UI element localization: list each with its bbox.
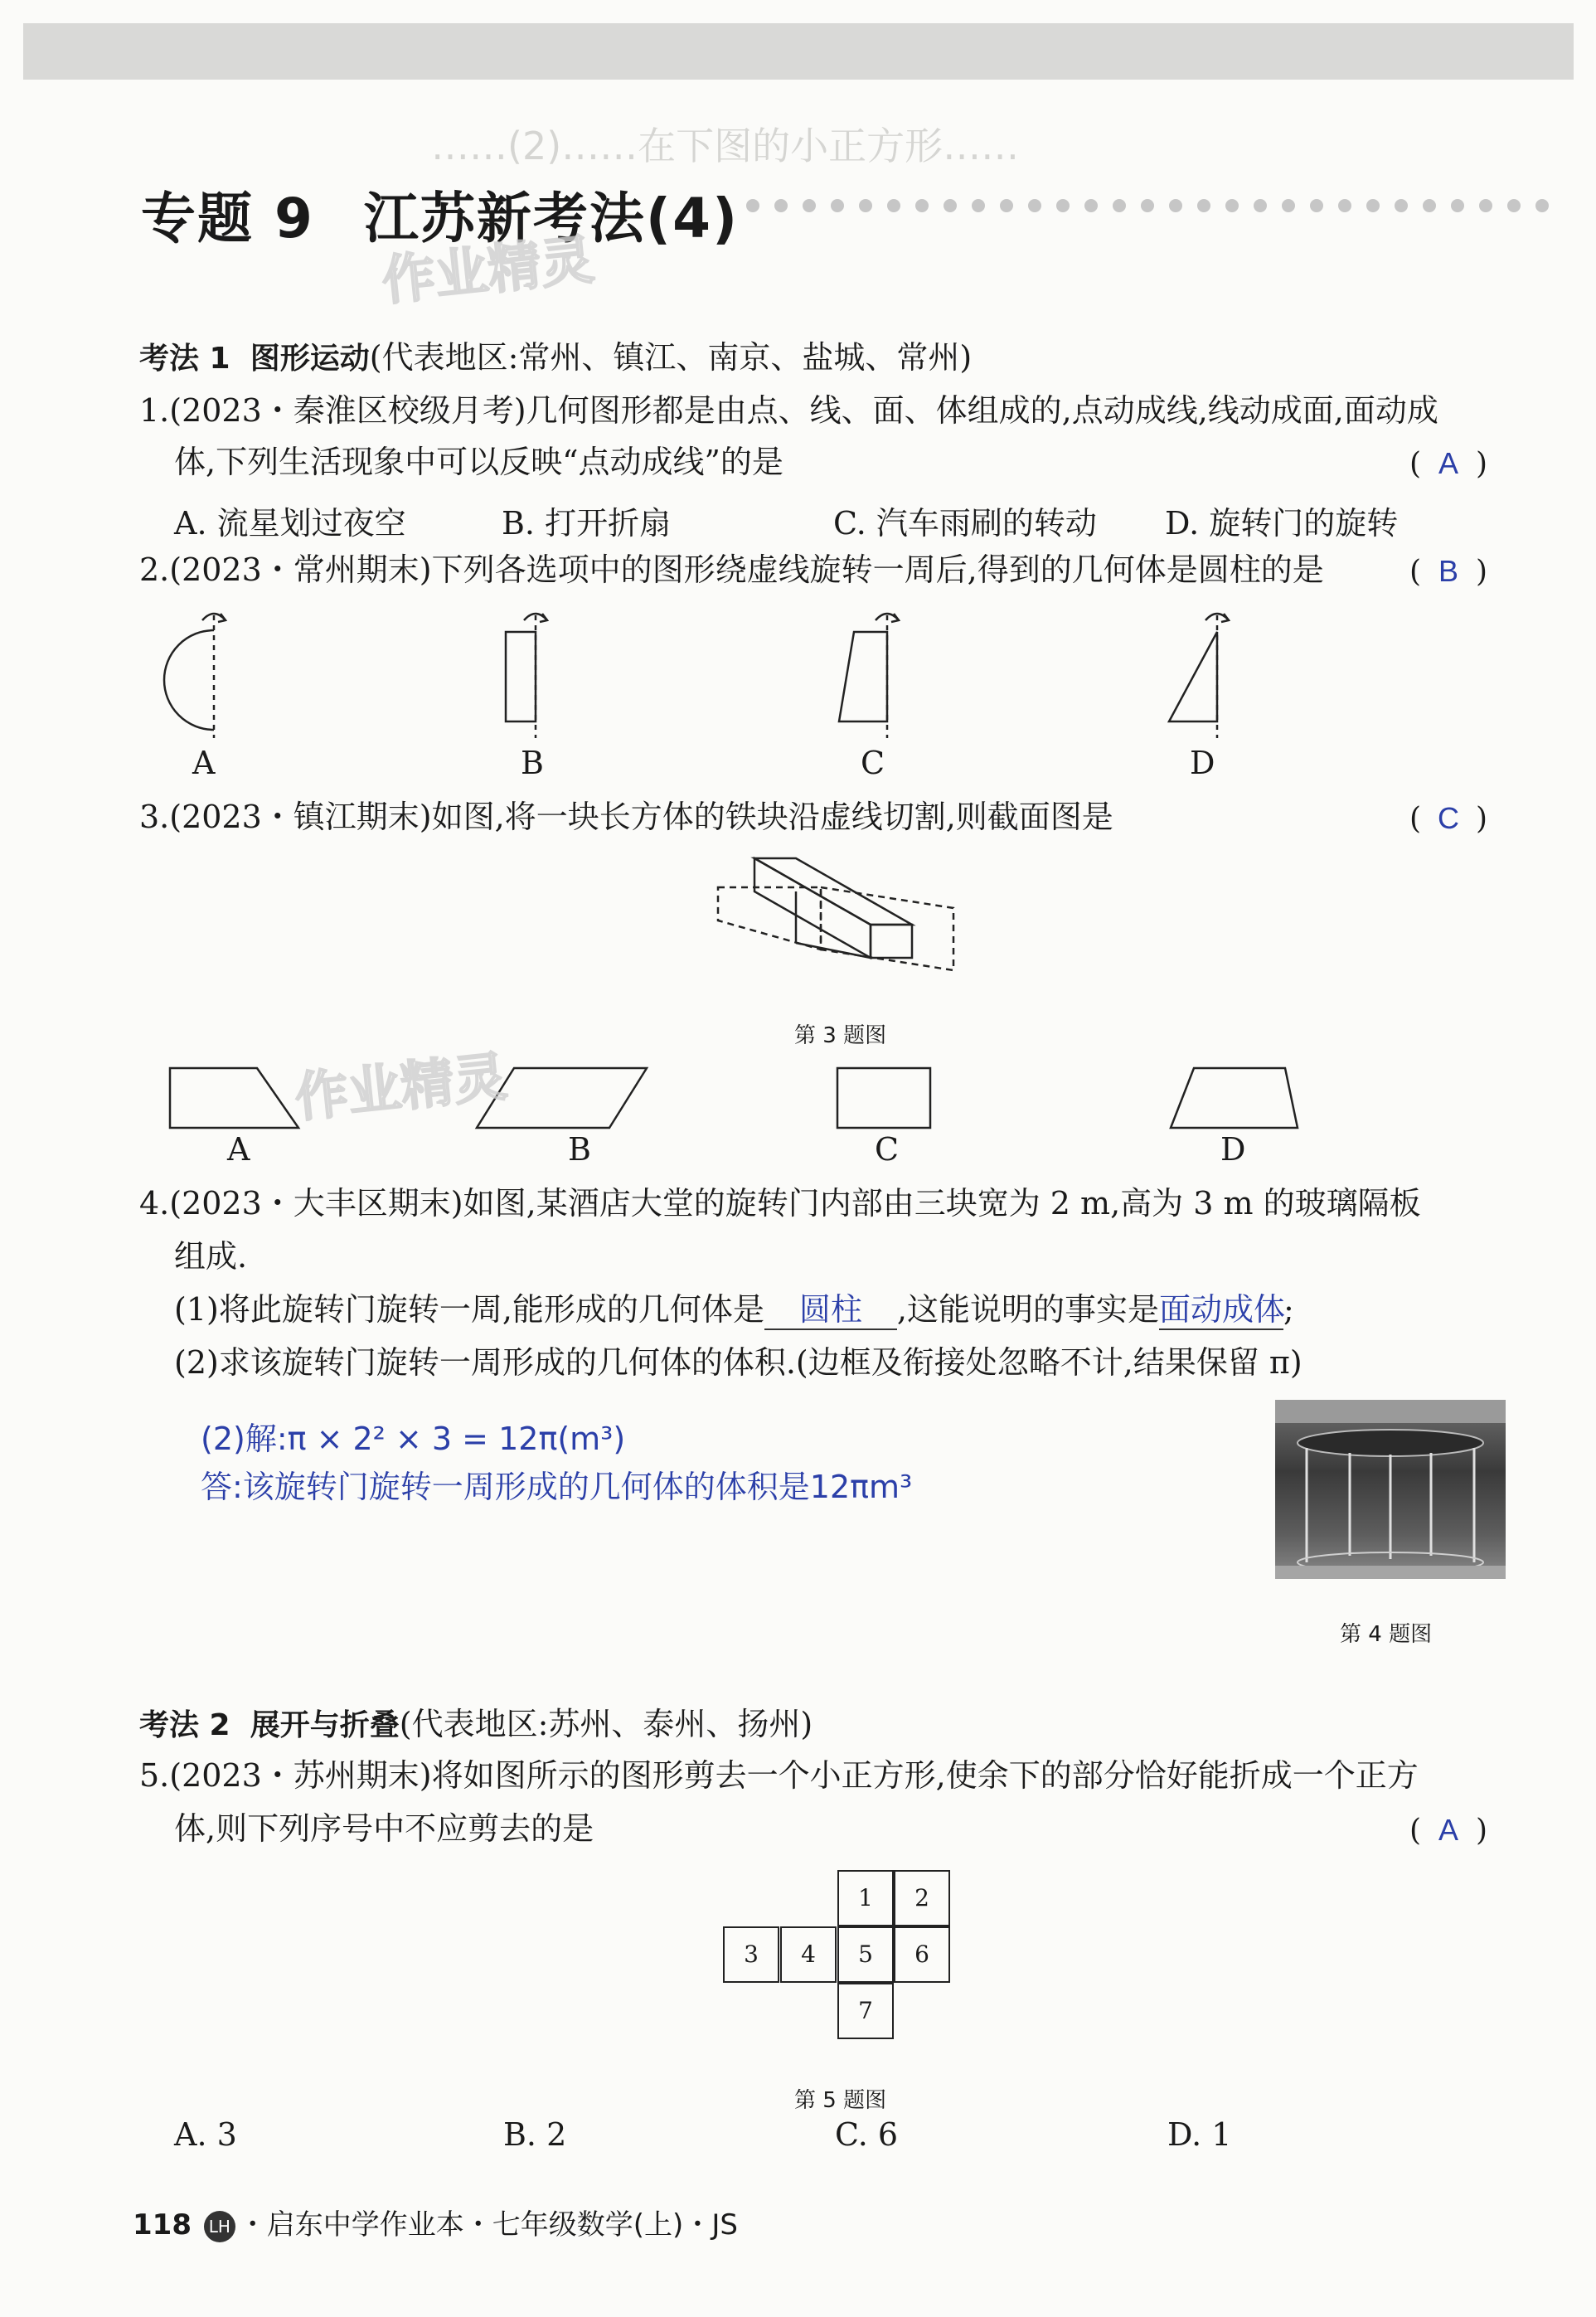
q3-label-a: A	[227, 1131, 250, 1168]
q5-option-b: B. 2	[503, 2116, 567, 2153]
book-title: ・启东中学作业本・七年级数学(上)・JS	[238, 2208, 738, 2242]
q2-label-c: C	[861, 745, 885, 781]
page-footer	[133, 2202, 738, 2242]
q4-blank1-answer: 圆柱	[798, 1291, 862, 1328]
q4-part1: (1)将此旋转门旋转一周,能形成的几何体是 圆柱 ,这能说明的事实是面动成体;	[174, 1290, 1294, 1330]
q2-figure-c	[839, 614, 899, 738]
q2-label-b: B	[521, 745, 544, 781]
q2-answer: ( B )	[1409, 554, 1488, 589]
q1-option-c: C. 汽车雨刷的转动	[833, 505, 1097, 542]
q2-label-a: A	[192, 745, 216, 781]
q5-caption: 第 5 题图	[794, 2088, 887, 2113]
q5-cell-3: 3	[723, 1926, 779, 1983]
q1-line2: 体,下列生活现象中可以反映“点动成线”的是	[174, 444, 783, 480]
q3-answer: ( C )	[1409, 801, 1488, 836]
lh-logo: LH	[204, 2211, 235, 2242]
page-number: 118	[133, 2208, 192, 2242]
q4-part2: (2)求该旋转门旋转一周形成的几何体的体积.(边框及衔接处忽略不计,结果保留 π)	[174, 1344, 1303, 1381]
q5-cell-1: 1	[837, 1870, 894, 1926]
q5-option-a: A. 3	[174, 2116, 237, 2153]
q5-cell-2: 2	[894, 1870, 950, 1926]
q5-answer: ( A )	[1409, 1813, 1488, 1848]
q2-figure-a	[164, 614, 226, 738]
q3-cuboid-figure	[705, 842, 978, 991]
q4-line2: 组成.	[174, 1238, 248, 1275]
q4-line1: 4.(2023・大丰区期末)如图,某酒店大堂的旋转门内部由三块宽为 2 m,高为 3 m 的玻璃隔板	[139, 1185, 1421, 1222]
q2-figure-b	[506, 614, 547, 738]
topic-name: 江苏新考法(4)	[363, 187, 740, 250]
section-1-header: 考法 1 图形运动(代表地区:常州、镇江、南京、盐城、常州)	[139, 339, 973, 376]
q2-label-d: D	[1190, 745, 1215, 781]
q3-label-d: D	[1220, 1131, 1246, 1168]
q5-option-d: D. 1	[1167, 2116, 1232, 2153]
q1-answer: ( A )	[1409, 446, 1488, 481]
q3-caption: 第 3 题图	[794, 1023, 887, 1048]
watermark: 作业精灵	[379, 229, 597, 313]
q1-option-b: B. 打开折扇	[502, 505, 672, 542]
section-2-header: 考法 2 展开与折叠(代表地区:苏州、泰州、扬州)	[139, 1706, 813, 1742]
q3-options-figures	[0, 1045, 1596, 1144]
q5-line2: 体,则下列序号中不应剪去的是	[174, 1810, 594, 1847]
q1-option-a: A. 流星划过夜空	[174, 505, 406, 542]
q3-label-c: C	[875, 1131, 900, 1168]
q4-blank2-answer: 面动成体	[1159, 1291, 1286, 1328]
revolving-door-photo	[1275, 1400, 1506, 1579]
q3-label-b: B	[568, 1131, 591, 1168]
topic-number: 专题 9	[141, 187, 314, 250]
q5-cell-5: 5	[837, 1926, 894, 1983]
q2-figures	[0, 0, 1596, 788]
q5-cell-6: 6	[894, 1926, 950, 1983]
q5-line1: 5.(2023・苏州期末)将如图所示的图形剪去一个小正方形,使余下的部分恰好能折成一个正方	[139, 1757, 1419, 1794]
q1-option-d: D. 旋转门的旋转	[1165, 505, 1399, 542]
q4-solution-line2: 答:该旋转门旋转一周形成的几何体的体积是12πm³	[201, 1469, 913, 1505]
q4-caption: 第 4 题图	[1340, 1622, 1433, 1647]
q5-cell-4: 4	[780, 1926, 837, 1983]
bleed-through-text: ……(2)……在下图的小正方形……	[431, 124, 1020, 168]
q4-solution-line1: (2)解:π × 2² × 3 = 12π(m³)	[201, 1421, 626, 1457]
q2-figure-d	[1169, 614, 1229, 738]
q1-line1: 1.(2023・秦淮区校级月考)几何图形都是由点、线、面、体组成的,点动成线,线动成面,面动成	[139, 392, 1438, 429]
q5-option-c: C. 6	[835, 2116, 899, 2153]
watermark-2: 作业精灵	[292, 1046, 510, 1130]
q3-line1: 3.(2023・镇江期末)如图,将一块长方体的铁块沿虚线切割,则截面图是	[139, 799, 1113, 835]
q5-cell-7: 7	[837, 1983, 894, 2039]
q2-line1: 2.(2023・常州期末)下列各选项中的图形绕虚线旋转一周后,得到的几何体是圆柱的是	[139, 551, 1324, 588]
